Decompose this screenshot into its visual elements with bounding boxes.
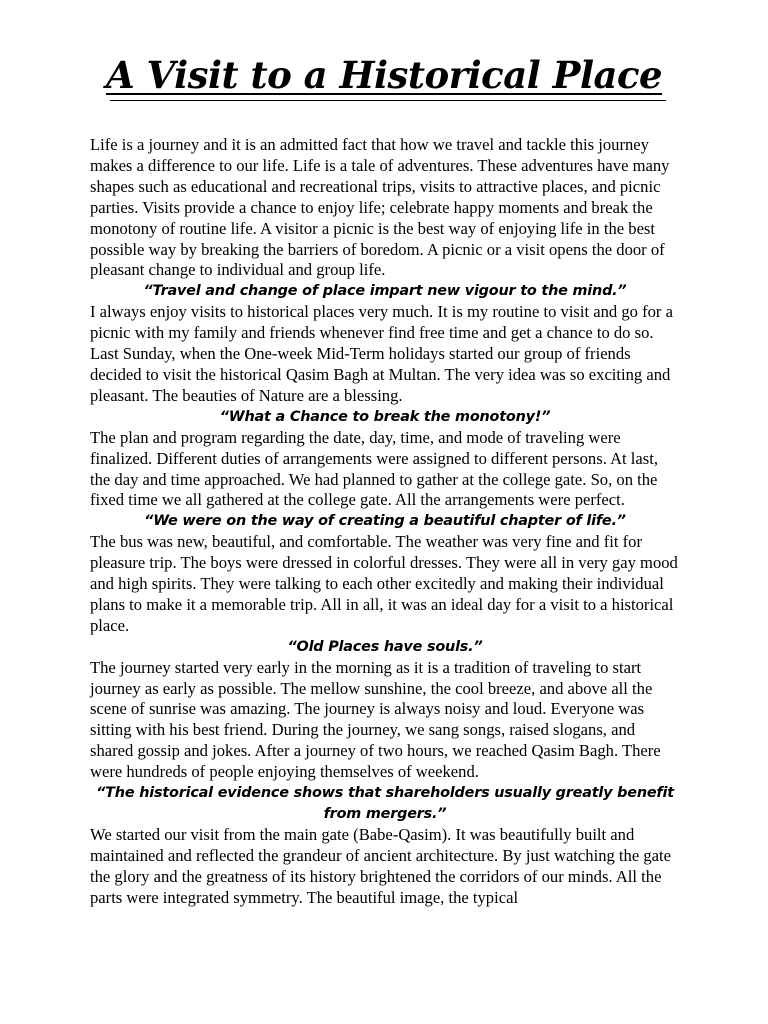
quote-travel: “Travel and change of place impart new vigour to the mind.” (143, 283, 627, 300)
document-body (90, 135, 680, 909)
page-title: A Visit to a Historical Place (105, 53, 663, 97)
quote-old-places: “Old Places have souls.” (287, 638, 483, 655)
paragraph-plan: The plan and program regarding the date, day, time, and mode of traveling were finalized. Different duties of arrangements were assigned to different persons. At last, the day and time approached. We had planned to gather at the college gate. So, on the fixed time we all gathered at the college gate. All the arrangements were perfect. (90, 427, 659, 510)
quote-monotony: “What a Chance to break the monotony!” (219, 408, 551, 425)
paragraph-historical-places: I always enjoy visits to historical places very much. It is my routine to visit and go for a picnic with my family and friends whenever find free time and get a chance to do so. Last Sunday, when the One-week Mid-Term holidays started our group of friends decided to visit the historical Qasim Bagh at Multan. The very idea was so exciting and pleasant. The beauties of Nature are a blessing. (90, 302, 673, 405)
paragraph-journey: The journey started very early in the morning as it is a tradition of traveling to start journey as early as possible. The mellow sunshine, the cool breeze, and above all the scene of sunrise was amazing. The journey is always noisy and loud. Everyone was sitting with his best friend. During the journey, we sang songs, raised slogans, and shared gossip and jokes. After a journey of two hours, we reached Qasim Bagh. There were hundreds of people enjoying themselves of weekend. (90, 657, 661, 782)
title-wrapper (0, 52, 768, 98)
paragraph-main-gate: We started our visit from the main gate (Babe-Qasim). It was beautifully built and maintained and reflected the grandeur of ancient architecture. By just watching the gate the glory and the greatness of its history brightened the corridors of our minds. All the parts were integrated symmetry. The beautiful image, the typical (90, 824, 671, 907)
paragraph-bus: The bus was new, beautiful, and comfortable. The weather was very fine and fit for pleasure trip. The boys were dressed in colorful dresses. They were all in very gay mood and high spirits. They were talking to each other excitedly and making their individual plans to make it a memorable trip. All in all, it was an ideal day for a visit to a historical place. (90, 532, 678, 635)
quote-historical-evidence: “The historical evidence shows that shareholders usually greatly benefit from mergers.” (96, 785, 674, 822)
title-rule (110, 100, 666, 101)
paragraph-intro: Life is a journey and it is an admitted fact that how we travel and tackle this journey makes a difference to our life. Life is a tale of adventures. These adventures have many shapes such as educational and recreational trips, visits to attractive places, and picnic parties. Visits provide a chance to enjoy life; celebrate happy moments and break the monotony of routine life. A visitor a picnic is the best way of enjoying life in the best possible way by breaking the barriers of boredom. A picnic or a visit opens the door of pleasant change to individual and group life. (90, 135, 670, 280)
quote-chapter: “We were on the way of creating a beautiful chapter of life.” (144, 513, 626, 530)
